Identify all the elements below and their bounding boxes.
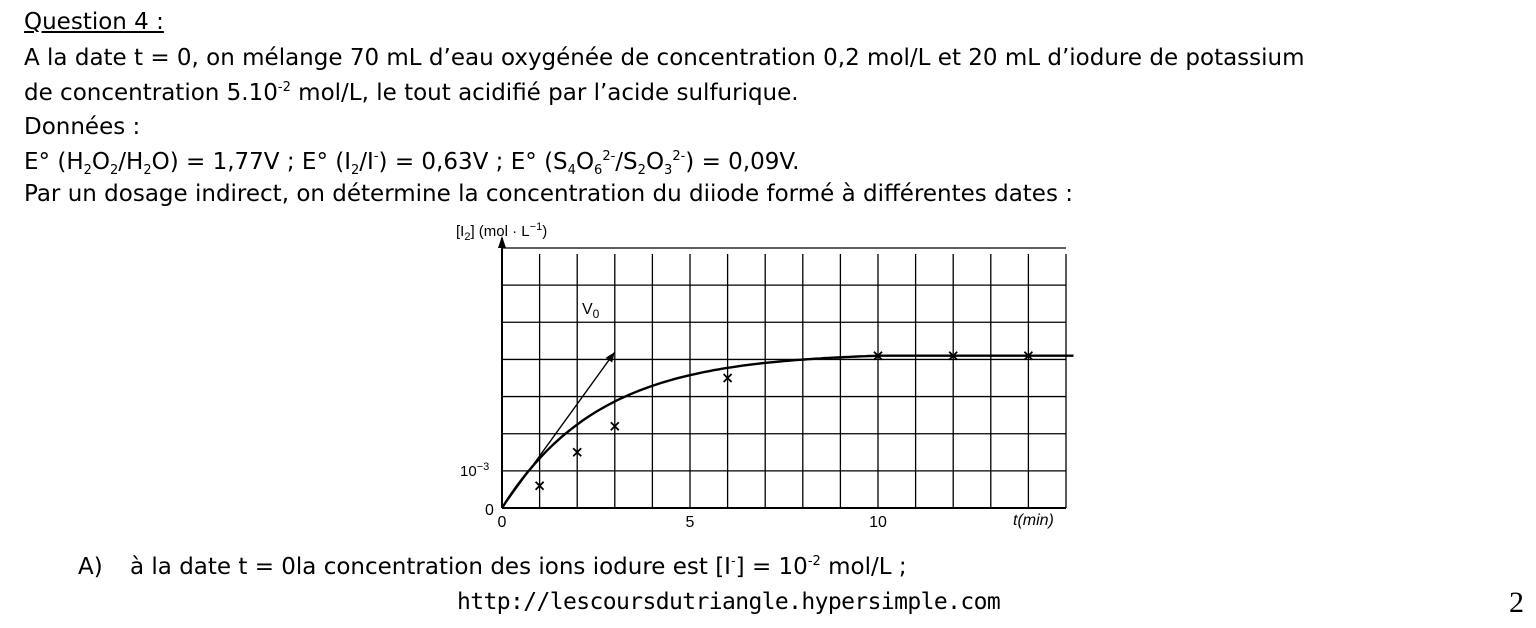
x-tick-label: 0 [497, 514, 507, 531]
y-axis-label [456, 221, 547, 243]
statement-line-1: A la date t = 0, on mélange 70 mL d’eau oxygénée de concentration 0,2 mol/L et 20 mL d’iodure de potassium [24, 45, 1305, 71]
standard-potentials [24, 148, 799, 176]
tangent-arrowhead [606, 352, 615, 362]
statement-line-2-text-end: mol/L, le tout acidifié par l’acide sulfurique. [290, 80, 799, 106]
pot-sub: 2 [143, 163, 152, 178]
pot-sup: - [373, 149, 379, 164]
option-a-text: à la date t = 0la concentration des ions iodure est [I [130, 554, 731, 580]
donnees-label: Données : [24, 114, 141, 140]
pot-sub: 3 [664, 163, 673, 178]
statement-line-2 [24, 79, 799, 107]
chart-marks [502, 352, 1074, 508]
y-axis-label-part: [I [456, 223, 465, 240]
concentration-curve [502, 356, 1074, 508]
pot-seg: ) = 0,09V. [685, 149, 800, 175]
option-a-sup: - [730, 554, 736, 569]
pot-sup: 2- [602, 149, 616, 164]
x-axis-label: t(min) [1013, 512, 1054, 529]
option-a [78, 552, 907, 582]
pot-seg: /H [118, 149, 144, 175]
y-axis-label-sup: −1 [529, 221, 543, 233]
y-tick-exp: −3 [476, 461, 490, 473]
y-axis-label-part: ] (mol · L [470, 223, 530, 240]
chart-grid [502, 248, 1066, 508]
question-heading: Question 4 : [24, 9, 164, 35]
tangent-line [502, 352, 615, 508]
pot-seg: /I [359, 149, 374, 175]
option-a-letter: A) [78, 554, 103, 580]
pot-seg: O) = 1,77V ; E° (I [151, 149, 352, 175]
tangent-label-main: V [582, 301, 593, 318]
pot-seg: O [645, 149, 665, 175]
y-tick-label [460, 461, 489, 480]
pot-sub: 2 [110, 163, 119, 178]
chart-axes [498, 236, 1066, 531]
tangent-label-sub: 0 [592, 307, 600, 321]
pot-seg: O [91, 149, 111, 175]
source-url: http://lescoursdutriangle.hypersimple.com [457, 589, 1001, 615]
page-number: 2 [1509, 586, 1524, 619]
origin-y-label: 0 [485, 502, 494, 519]
y-axis-label-part: ) [542, 223, 548, 240]
pot-sub: 6 [594, 163, 603, 178]
pot-seg: /S [615, 149, 638, 175]
option-a-sup: -2 [807, 554, 821, 569]
iodine-concentration-chart [440, 218, 1080, 538]
graph-intro: Par un dosage indirect, on détermine la concentration du diiode formé à différentes dates : [24, 181, 1074, 207]
tangent-label [582, 301, 600, 321]
y-tick-base: 10 [460, 463, 477, 480]
pot-sub: 2 [83, 163, 92, 178]
pot-sub: 2 [351, 163, 360, 178]
x-tick-label: 10 [869, 514, 887, 531]
statement-line-2-exponent: -2 [277, 80, 291, 95]
pot-sup: 2- [672, 149, 686, 164]
x-tick-label: 5 [685, 514, 695, 531]
y-axis-label-sub: 2 [464, 231, 471, 243]
statement-line-2-text: de concentration 5.10 [24, 80, 278, 106]
pot-seg: O [575, 149, 595, 175]
option-a-text: mol/L ; [820, 554, 907, 580]
option-a-text: ] = 10 [735, 554, 808, 580]
pot-sub: 4 [567, 163, 576, 178]
pot-seg: ) = 0,63V ; E° (S [378, 149, 568, 175]
pot-seg: E° (H [24, 149, 84, 175]
pot-sub: 2 [637, 163, 646, 178]
